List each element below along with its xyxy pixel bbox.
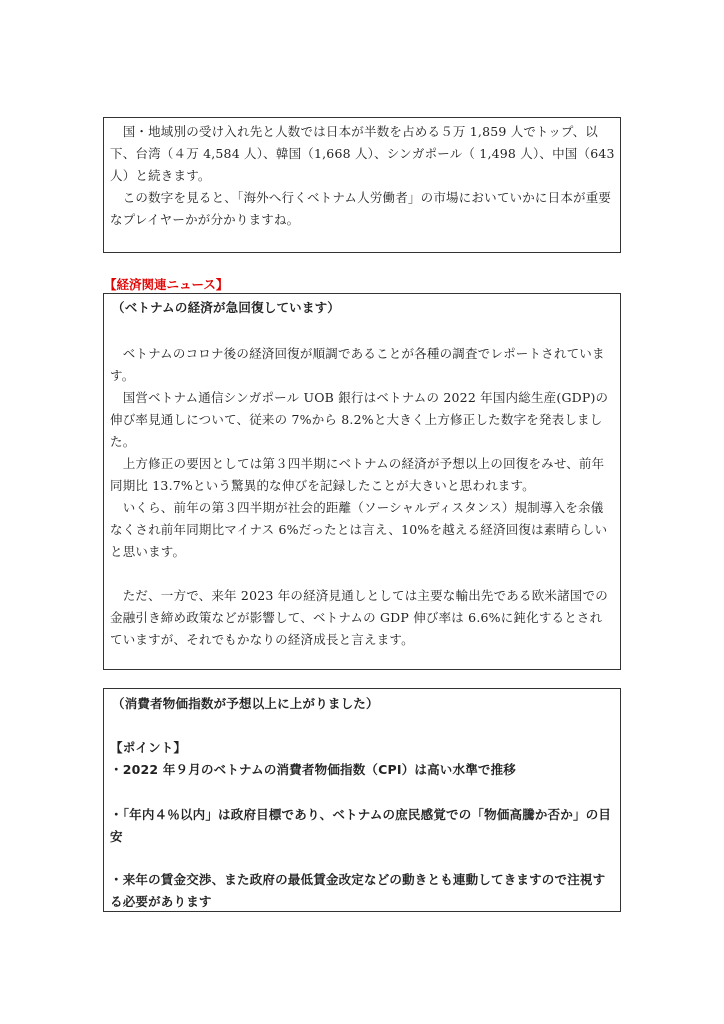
point-label: 【ポイント】	[110, 740, 187, 755]
summary-paragraph-2: この数字を見ると、「海外へ行くベトナム人労働者」の市場においていかに日本が重要なプレイヤーかが分かりますね。	[110, 190, 612, 227]
economy-paragraph-2: 国営ベトナム通信シンガポール UOB 銀行はベトナムの 2022 年国内総生産(GDP)の伸び率見通しについて、従来の 7%から 8.2%と大きく上方修正した数字を発表しました。	[110, 390, 609, 449]
economy-paragraph-5: ただ、一方で、来年 2023 年の経済見通しとしては主要な輸出先である欧米諸国での金融引き締め政策などが影響して、ベトナムの GDP 伸び率は 6.6%に鈍化するとされていますが、それでもかなりの経済成長と言えます。	[110, 588, 608, 647]
economy-heading: （ベトナムの経済が急回復しています）	[112, 300, 340, 315]
economy-paragraph-4: いくら、前年の第３四半期が社会的距離（ソーシャルディスタンス）規制導入を余儀なくされ前年同期比マイナス 6%だったとは言え、10%を越える経済回復は素晴らしいと思います。	[110, 500, 608, 559]
section-title: 【経済関連ニュース】	[104, 277, 229, 292]
cpi-bullet-3: ・来年の賃金交渉、また政府の最低賃金改定などの動きとも連動してきますので注視する必要があります	[110, 872, 606, 909]
cpi-bullet-1: ・2022 年９月のベトナムの消費者物価指数（CPI）は高い水準で推移	[110, 762, 517, 777]
cpi-heading: （消費者物価指数が予想以上に上がりました）	[112, 696, 379, 711]
economy-paragraph-1: ベトナムのコロナ後の経済回復が順調であることが各種の調査でレポートされています。	[110, 346, 605, 383]
cpi-bullet-2: ・「年内４％以内」は政府目標であり、ベトナムの庶民感覚での「物価高騰か否か」の目安	[110, 807, 612, 844]
economy-paragraph-3: 上方修正の要因としては第３四半期にベトナムの経済が予想以上の回復をみせ、前年同期比 13.7%という驚異的な伸びを記録したことが大きいと思われます。	[110, 456, 605, 493]
summary-paragraph-1: 国・地域別の受け入れ先と人数では日本が半数を占める５万 1,859 人でトップ、以下、台湾（４万 4,584 人）、韓国（1,668 人）、シンガポール（ 1,498 人）、中国（643 人）と続きます。	[110, 124, 615, 183]
